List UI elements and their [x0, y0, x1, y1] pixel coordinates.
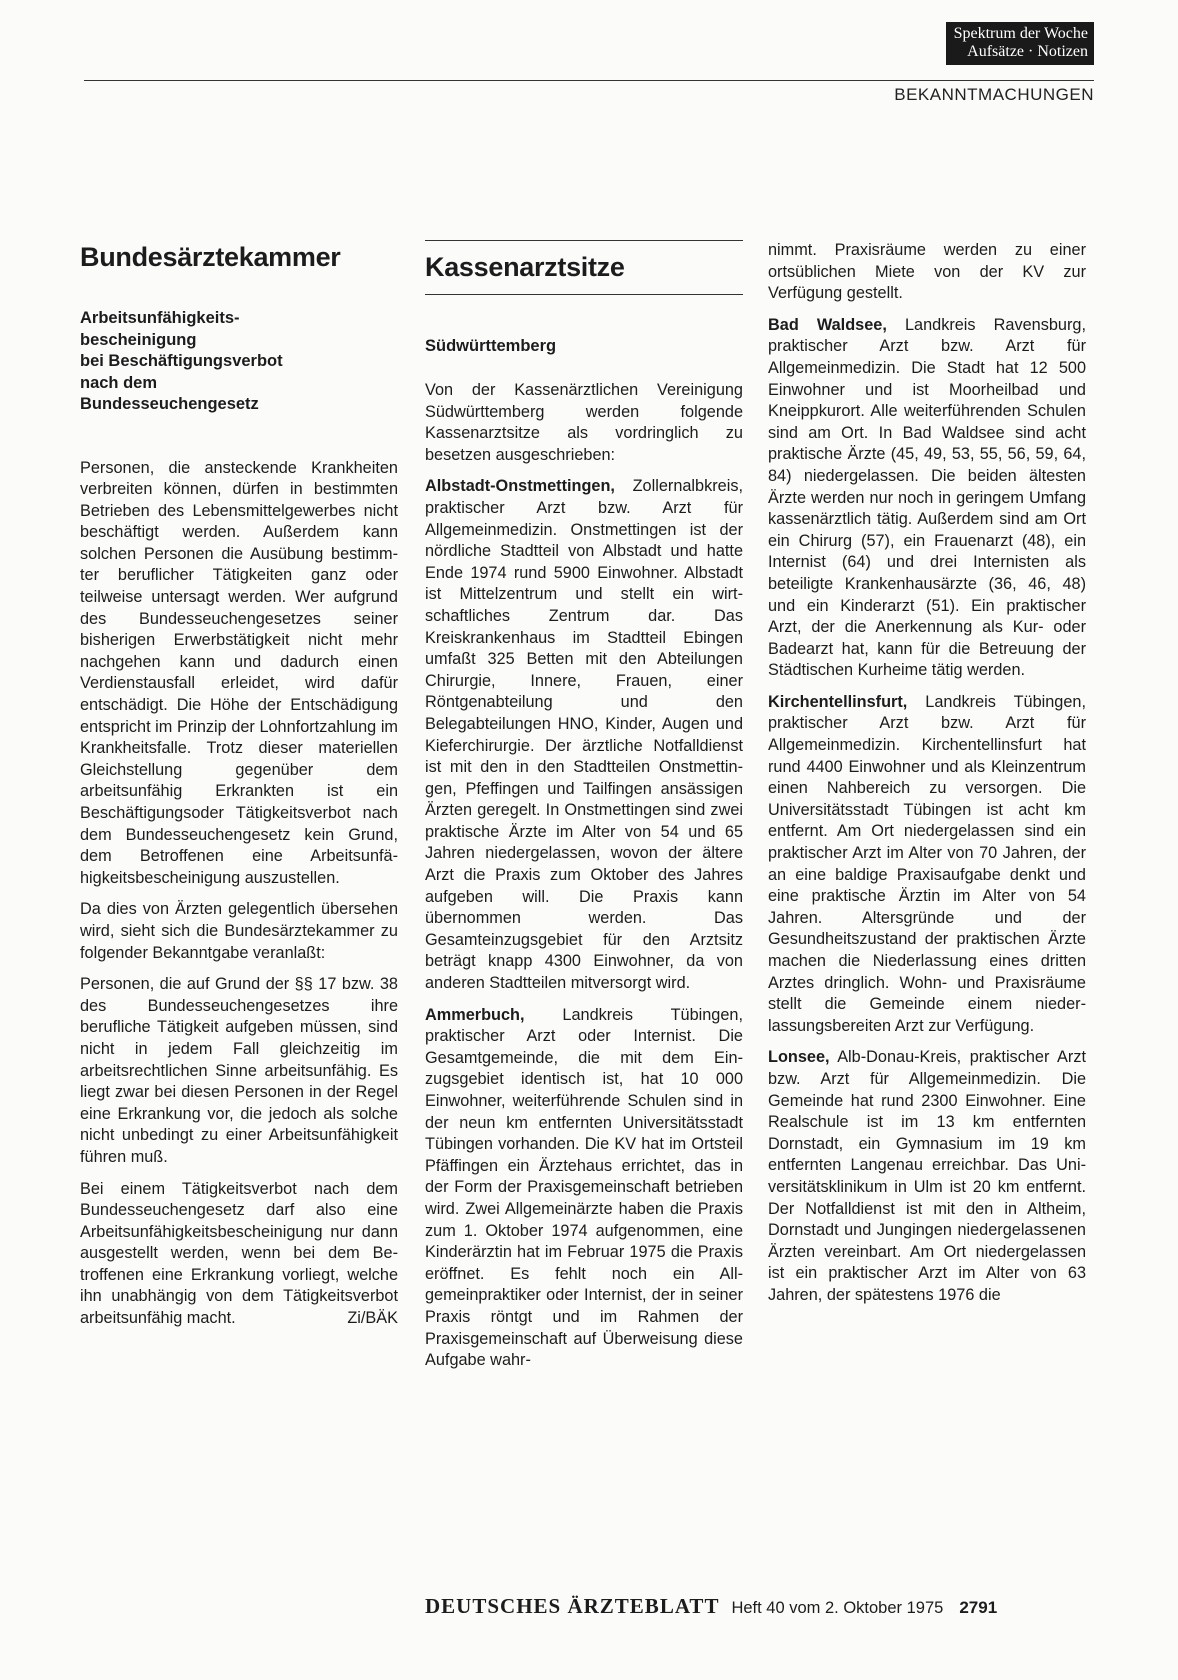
- column-kassenarztsitze: [425, 240, 743, 1382]
- intro-paragraph: Von der Kassenärztlichen Vereinigung Südwürttemberg werden folgende Kassenarztsitze als vordringlich zu besetzen ausgeschrieben:: [425, 381, 743, 464]
- listing-text: Alb-Donau-Kreis, praktischer Arzt bzw. Arzt für Allgemeinmedizin. Die Gemeinde hat rund 2300 Einwohner. Eine Realschule ist im 13 km entfernten Dornstadt, ein Gymnasium im 19 km entfernten Langenau erreichbar. Das Universitätsklinikum in Ulm ist 20 km entfernt. Der Notfalldienst ist mit den in Altheim, Dornstadt und Jungingen niedergelassenen Ärzten vereinbart. Am Ort niedergelassen ist ein praktischer Arzt im Alter von 63 Jahren, der spätestens 1976 die: [768, 1048, 1086, 1304]
- listing-text: Landkreis Ravensburg, praktischer Arzt bzw. Arzt für Allgemeinmedizin. Die Stadt hat 12 500 Einwohner und ist Moorheilbad und Kneippkurort. Alle weiterführenden Schulen sind am Ort. In Bad Waldsee sind acht praktische Ärzte (45, 49, 53, 55, 56, 59, 64, 84) niedergelassen. Die beiden ältesten Ärzte werden nur noch in geringem Umfang kassenärztlich tätig. Außerdem sind am Ort ein Chirurg (57), ein Frauenarzt (48), ein Internist (64) und drei Internisten als beteiligte Krankenhausärzte (36, 46, 48) und ein Kinderarzt (51). Ein praktischer Arzt, der die Anerkennung als Kur- oder Badearzt hat, kann für die Betreuung der Städtischen Kurheime tätig werden.: [768, 315, 1086, 680]
- listing-text: Landkreis Tübingen, praktischer Arzt oder Internist. Die Gesamtgemeinde, die mit dem Einzugsgebiet identisch ist, hat 10 000 Einwohner, weiterführende Schulen sind in der neun km entfernten Universitätsstadt Tübingen vorhanden. Die KV hat im Ortsteil Pfäffingen ein Ärztehaus errichtet, das in der Form der Praxisgemeinschaft betrieben wird. Zwei Allgemeinärzte haben die Praxis zum 1. Oktober 1974 aufgenommen, eine Kinderärztin hat im Februar 1975 die Praxis eröffnet. Es fehlt noch ein Allgemeinpraktiker oder Internist, der in seiner Praxis röntgt und im Rahmen der Praxisgemeinschaft auf Überweisung diese Aufgabe wahr-: [425, 1005, 743, 1370]
- listing-entry: [425, 1005, 743, 1372]
- listing-entry: [425, 476, 743, 994]
- article-title: Kassenarztsitze: [425, 252, 625, 282]
- listing-place: Albstadt-Onstmettingen,: [425, 477, 615, 496]
- subtitle-line: bescheinigung: [80, 330, 197, 349]
- listing-entry: [768, 1047, 1086, 1306]
- header-rule: [84, 80, 1094, 81]
- listing-text: Zollernalbkreis, praktischer Arzt bzw. Arzt für Allgemeinmedizin. Onstmettingen ist der nördliche Stadtteil von Albstadt und hatte Ende 1974 rund 5900 Einwohner. Albstadt ist Mittelzentrum und stellt ein wirtschaftliches Zentrum dar. Das Kreiskrankenhaus im Stadtteil Ebingen umfaßt 325 Betten mit den Abteilungen Chirurgie, Innere, Frauen, einer Röntgenabteilung und den Belegabteilungen HNO, Kinder, Augen und Kieferchirurgie. Der ärztliche Notfalldienst ist mit den in den Stadtteilen Onstmettingen, Pfeffingen und Tailfingen ansässigen Ärzten geregelt. In Onstmettingen sind zwei praktische Ärzte im Alter von 54 und 65 Jahren niedergelassen, wovon der ältere Arzt die Praxis zum Oktober des Jahres aufgeben will. Die Praxis kann übernommen werden. Das Gesamteinzugsgebiet für den Arztsitz beträgt knapp 4300 Einwohner, da von anderen Stadtteilen mitversorgt wird.: [425, 477, 743, 993]
- section-badge: [946, 22, 1094, 65]
- listing-place: Kirchentellinsfurt,: [768, 692, 908, 711]
- body-paragraph: [80, 1179, 398, 1330]
- listing-place: Bad Waldsee,: [768, 315, 887, 334]
- subtitle-line: bei Beschäftigungsverbot: [80, 352, 283, 370]
- listing-text: Landkreis Tübingen, praktischer Arzt bzw. Arzt für Allgemeinmedizin. Kirchentellinsfurt hat rund 4400 Einwohner und als Kleinzentrum einen Nahbereich zu versorgen. Die Universitätsstadt Tübingen ist acht km entfernt. Am Ort niedergelassen sind ein praktischer Arzt im Alter von 70 Jahren, der an eine baldige Praxisaufgabe denkt und eine praktische Ärztin im Alter von 54 Jahren. Altersgründe und der Gesundheitszustand der praktischen Ärzte machen die Niederlassung eines dritten Arztes dringlich. Wohn- und Praxisräume stellt die Gemeinde einem niederlassungsbereiten Arzt zur Verfügung.: [768, 692, 1086, 1035]
- subtitle-line: Bundesseuchengesetz: [80, 395, 259, 413]
- column-bundesaerztekammer: [80, 240, 398, 1340]
- article-subtitle: [80, 308, 398, 416]
- column-continued: [768, 240, 1086, 1317]
- subtitle-line: Arbeitsunfähigkeits-: [80, 309, 240, 327]
- listing-entry: [768, 315, 1086, 682]
- badge-line-2: Aufsätze · Notizen: [967, 43, 1088, 60]
- body-paragraph: Personen, die auf Grund der §§ 17 bzw. 38 des Bundesseuchengesetzes ihre berufliche Tätigkeit aufgeben müssen, sind nicht in jedem Fall gleichzeitig im arbeitsrechtlichen Sinne arbeitsunfähig. Es liegt zwar bei diesen Personen in der Regel eine Erkrankung vor, die jedoch als solche nicht unbedingt zu einer Arbeitsunfähigkeit führen muß.: [80, 975, 398, 1166]
- journal-name: DEUTSCHES ÄRZTEBLATT: [425, 1594, 720, 1618]
- listing-place: Lonsee,: [768, 1048, 830, 1067]
- region-heading: Südwürttemberg: [425, 337, 557, 355]
- body-paragraph: Da dies von Ärzten gelegentlich übersehen wird, sieht sich die Bundesärztekammer zu folgender Bekanntgabe veranlaßt:: [80, 900, 398, 962]
- body-paragraph: Personen, die ansteckende Krankheiten verbreiten können, dürfen in bestimmten Betrieben des Lebensmittelgewerbes nicht beschäftigt werden. Außerdem kann solchen Personen die Ausübung bestimmter beruflicher Tätigkeiten ganz oder teilweise untersagt werden. Wer aufgrund des Bundesseuchengesetzes seiner bisherigen Erwerbstätigkeit nicht mehr nachgehen kann und dadurch einen Verdienstausfall erleidet, wird dafür entschädigt. Die Höhe der Entschädigung entspricht im Prinzip der Lohnfortzahlung im Krankheitsfalle. Trotz dieser materiellen Gleichstellung gegenüber dem arbeitsunfähig Erkrankten ist ein Beschäftigungsoder Tätigkeitsverbot nach dem Bundesseuchengesetz kein Grund, dem Betroffenen eine Arbeitsunfähigkeitsbescheinigung auszustellen.: [80, 458, 398, 887]
- page-number: 2791: [959, 1598, 998, 1617]
- listing-continuation: nimmt. Praxisräume werden zu einer ortsüblichen Miete von der KV zur Verfügung gestellt.: [768, 241, 1086, 303]
- listing-place: Ammerbuch,: [425, 1005, 525, 1024]
- badge-line-1: Spektrum der Woche: [953, 25, 1088, 42]
- subtitle-line: nach dem: [80, 373, 158, 392]
- issue-info: Heft 40 vom 2. Oktober 1975: [731, 1599, 944, 1617]
- article-title: Bundesärztekammer: [80, 242, 341, 272]
- section-label: BEKANNTMACHUNGEN: [894, 85, 1094, 104]
- listing-entry: [768, 692, 1086, 1038]
- page-footer: [425, 1594, 1086, 1619]
- title-box: [425, 240, 743, 295]
- body-text: Bei einem Tätigkeitsverbot nach dem Bundesseuchengesetz darf also eine Arbeitsunfähigkeitsbescheinigung nur dann ausgestellt werden, wenn bei dem Betroffenen eine Erkrankung vorliegt, welche ihn unabhängig von dem Tätigkeitsverbot arbeitsunfähig macht.: [80, 1179, 398, 1328]
- author-signature: Zi/BÄK: [347, 1309, 398, 1328]
